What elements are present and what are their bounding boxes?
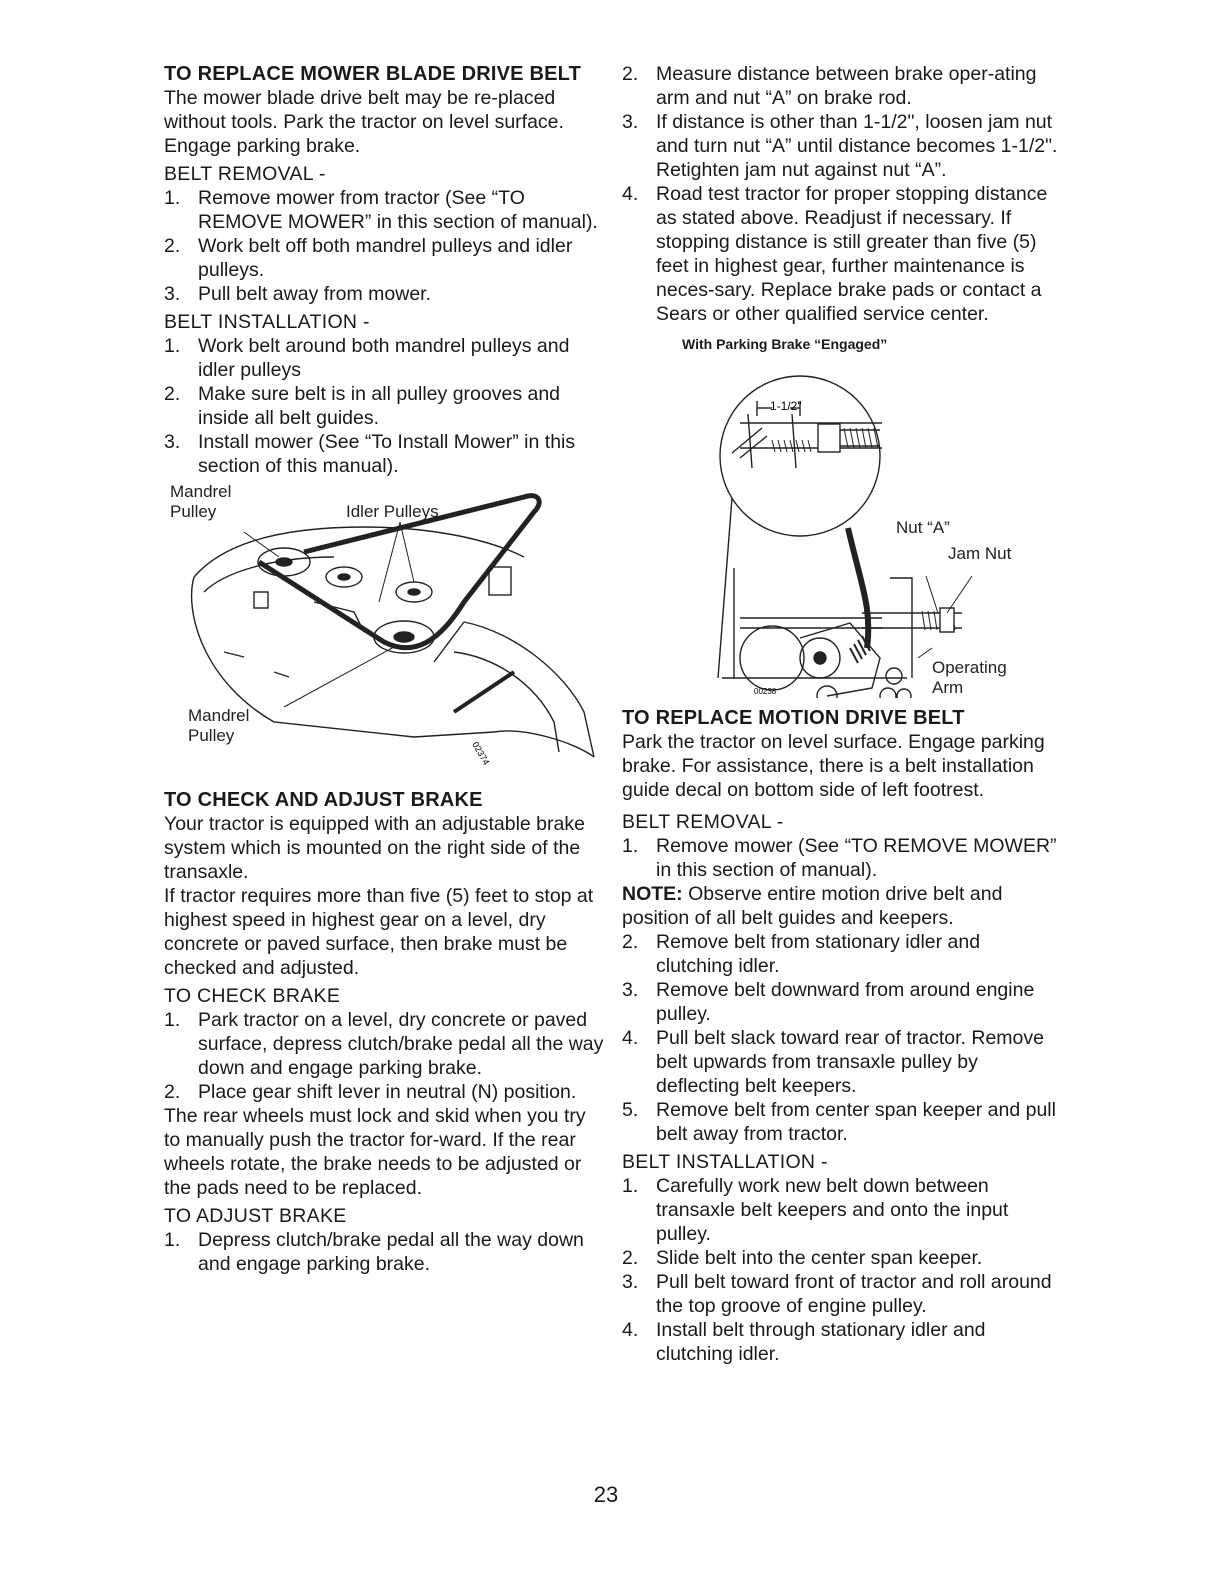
figure-code: 00238 — [754, 687, 777, 696]
check-brake-steps — [164, 1008, 604, 1104]
list-item: 3. Pull belt away from mower. — [164, 283, 432, 305]
blade-belt-removal-steps — [164, 186, 604, 306]
list-item: 1. Remove mower from tractor (See “TO REMOVE MOWER” in this section of manual). — [164, 187, 598, 233]
check-brake-heading: TO CHECK BRAKE — [164, 985, 341, 1007]
label-operating-arm-line1: Operating — [932, 658, 1007, 677]
motion-belt-removal-heading: BELT REMOVAL - — [622, 811, 784, 833]
list-item: 2. Place gear shift lever in neutral (N) position. — [164, 1081, 577, 1103]
label-idler-pulleys: Idler Pulleys — [346, 502, 439, 521]
list-item: 3. Pull belt toward front of tractor and roll around the top groove of engine pulley. — [622, 1271, 1052, 1317]
brake-para-2: If tractor requires more than five (5) feet to stop at highest speed in highest gear on a level, dry concrete or paved surface, then brake must be checked and adjusted. — [164, 885, 594, 979]
note-label: NOTE: — [622, 883, 683, 905]
list-item: 5. Remove belt from center span keeper and pull belt away from tractor. — [622, 1099, 1056, 1145]
label-jam-nut: Jam Nut — [948, 544, 1012, 563]
label-mandrel-pulley-bottom-line1: Mandrel — [188, 706, 250, 725]
mower-deck-figure — [164, 482, 604, 782]
section-title-replace-blade-belt: TO REPLACE MOWER BLADE DRIVE BELT — [164, 63, 581, 85]
list-item: 3. Install mower (See “To Install Mower” in this section of this manual). — [164, 431, 576, 477]
label-mandrel-pulley-bottom-line2: Pulley — [188, 726, 235, 745]
brake-para-3: The rear wheels must lock and skid when you try to manually push the tractor for-ward. If the rear wheels rotate, the brake needs to be adjusted or the pads need to be replaced. — [164, 1105, 586, 1199]
blade-belt-install-steps — [164, 334, 604, 478]
list-item: 1. Park tractor on a level, dry concrete or paved surface, depress clutch/brake pedal all the way down and engage parking brake. — [164, 1009, 604, 1079]
label-nut-a: Nut “A” — [896, 518, 950, 537]
list-item: 1. Carefully work new belt down between transaxle belt keepers and onto the input pulley. — [622, 1175, 1009, 1245]
figure-code: 02374 — [470, 740, 492, 767]
list-item: 3. Remove belt downward from around engine pulley. — [622, 979, 1035, 1025]
label-mandrel-pulley-top-line1: Mandrel — [170, 482, 232, 501]
list-item: 1. Depress clutch/brake pedal all the way down and engage parking brake. — [164, 1229, 584, 1275]
adjust-brake-steps — [164, 1228, 604, 1276]
list-item: 2. Measure distance between brake oper-ating arm and nut “A” on brake rod. — [622, 63, 1037, 109]
page-number: 23 — [593, 1482, 619, 1507]
blade-belt-intro: The mower blade drive belt may be re-placed without tools. Park the tractor on level surface. Engage parking brake. — [164, 87, 564, 157]
list-item: 3. If distance is other than 1-1/2", loosen jam nut and turn nut “A” until distance becomes 1-1/2". Retighten jam nut against nut “A”. — [622, 111, 1058, 181]
brake-figure — [622, 334, 1062, 702]
left-column — [164, 62, 604, 1276]
motion-belt-removal-steps — [622, 930, 1062, 1146]
list-item: 4. Install belt through stationary idler and clutching idler. — [622, 1319, 986, 1365]
motion-belt-note — [622, 882, 1062, 930]
list-item: 2. Make sure belt is in all pulley grooves and inside all belt guides. — [164, 383, 561, 429]
blade-belt-install-heading: BELT INSTALLATION - — [164, 311, 370, 333]
brake-illustration — [622, 358, 1062, 698]
motion-belt-install-steps — [622, 1174, 1062, 1366]
adjust-brake-steps-continued — [622, 62, 1062, 326]
list-item: 4. Pull belt slack toward rear of tractor. Remove belt upwards from transaxle pulley by deflecting belt keepers. — [622, 1027, 1044, 1097]
brake-para-1: Your tractor is equipped with an adjustable brake system which is mounted on the right side of the transaxle. — [164, 813, 585, 883]
list-item: 2. Remove belt from stationary idler and clutching idler. — [622, 931, 981, 977]
section-title-check-adjust-brake: TO CHECK AND ADJUST BRAKE — [164, 789, 483, 811]
blade-belt-removal-heading: BELT REMOVAL - — [164, 163, 326, 185]
motion-belt-install-heading: BELT INSTALLATION - — [622, 1151, 828, 1173]
label-mandrel-pulley-top-line2: Pulley — [170, 502, 217, 521]
section-title-replace-motion-belt: TO REPLACE MOTION DRIVE BELT — [622, 707, 965, 729]
list-item: 1. Remove mower (See “TO REMOVE MOWER” in this section of manual). — [622, 835, 1057, 881]
list-item: 2. Slide belt into the center span keeper. — [622, 1247, 983, 1269]
list-item: 4. Road test tractor for proper stopping distance as stated above. Readjust if necessary. If stopping distance is still greater than five (5) feet in highest gear, further maintenance is neces-sary. Replace brake pads or contact a Sears or other qualified service center. — [622, 183, 1048, 325]
list-item: 1. Work belt around both mandrel pulleys and idler pulleys — [164, 335, 570, 381]
list-item: 2. Work belt off both mandrel pulleys and idler pulleys. — [164, 235, 573, 281]
brake-figure-caption: With Parking Brake “Engaged” — [682, 336, 888, 352]
adjust-brake-heading: TO ADJUST BRAKE — [164, 1205, 347, 1227]
note-text: Observe entire motion drive belt and position of all belt guides and keepers. — [622, 883, 1003, 929]
dimension-label: 1-1/2" — [770, 399, 802, 413]
motion-belt-removal-step-1 — [622, 834, 1062, 882]
motion-belt-intro: Park the tractor on level surface. Engage parking brake. For assistance, there is a belt installation guide decal on bottom side of left footrest. — [622, 731, 1045, 801]
label-operating-arm-line2: Arm — [932, 678, 964, 697]
right-column — [622, 62, 1062, 1366]
